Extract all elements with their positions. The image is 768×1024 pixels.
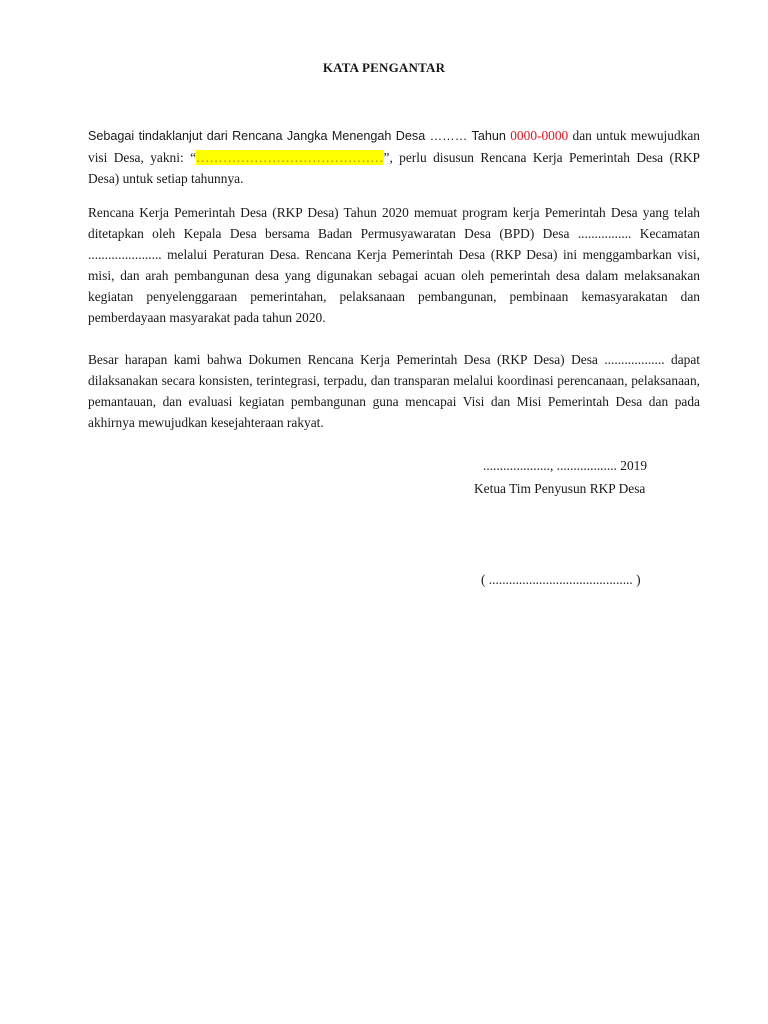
paragraph-intro (88, 125, 700, 189)
page-title: KATA PENGANTAR (322, 60, 446, 75)
signature-name-placeholder: ( ........................................... ) (481, 572, 641, 587)
intro-text-b: ……… Tahun (425, 129, 511, 143)
intro-text-f: ”, perlu disusun Rencana Kerja Pemerintah Desa (RKP Desa) untuk setiap tahunnya. (88, 150, 700, 186)
paragraph-closing (88, 349, 700, 433)
signature-role: Ketua Tim Penyusun RKP Desa (474, 481, 646, 496)
paragraph-closing-text: Besar harapan kami bahwa Dokumen Rencana Kerja Pemerintah Desa (RKP Desa) Desa .................. dapat dilaksanakan secara konsisten, terintegrasi, terpadu, dan transparan melalui koordinasi perencanaan, pelaksanaan, pemantauan, dan evaluasi kegiatan pembangunan guna mencapai Visi dan Misi Pemerintah Desa dan pada akhirnya mewujudkan kesejahteraan rakyat. (88, 352, 700, 430)
intro-text-a: Sebagai tindaklanjut dari Rencana Jangka Menengah Desa (88, 129, 426, 143)
signature-date: ...................., .................. 2019 (483, 458, 648, 473)
intro-text-d: dan untuk mewujudkan visi Desa, yakni: “ (88, 128, 700, 165)
paragraph-content (88, 202, 700, 328)
period-placeholder: 0000-0000 (510, 128, 569, 143)
vision-placeholder-highlight: …………………………………… (196, 150, 384, 165)
paragraph-content-text: Rencana Kerja Pemerintah Desa (RKP Desa) Tahun 2020 memuat program kerja Pemerintah Desa yang telah ditetapkan oleh Kepala Desa bersama Badan Permusyawaratan Desa (BPD) Desa ................ Kecamatan ...................... melalui Peraturan Desa. Rencana Kerja Pemerintah Desa (RKP Desa) ini menggambarkan visi, misi, dan arah pembangunan desa yang digunakan sebagai acuan oleh pemerintah desa dalam melaksanakan kegiatan penyelenggaraan pemerintahan, pelaksanaan pembangunan, pembinaan kemasyarakatan dan pemberdayaan masyarakat pada tahun 2020. (88, 205, 700, 325)
